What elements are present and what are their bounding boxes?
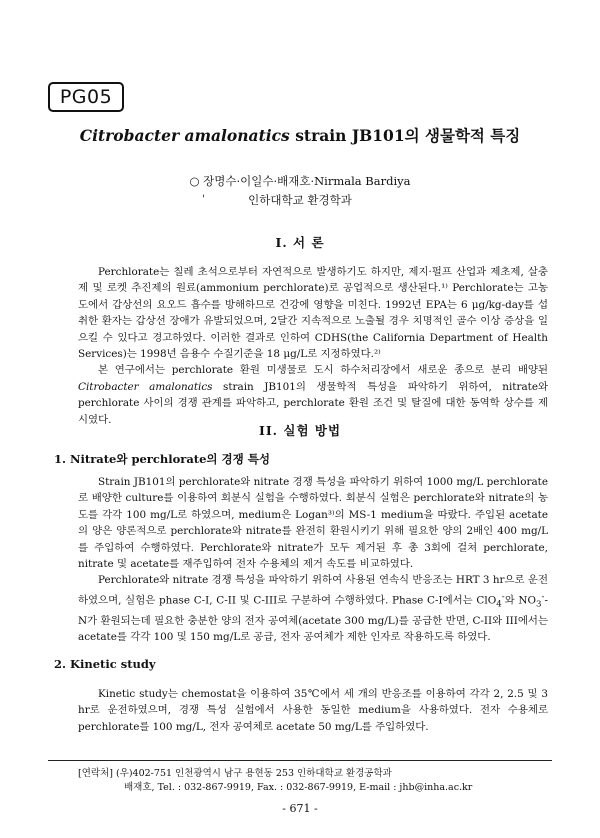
title-rest: strain JB101의 생물학적 특징 bbox=[295, 126, 521, 145]
perchlorate-charge: - bbox=[501, 591, 505, 602]
intro-paragraph-2 bbox=[78, 362, 548, 428]
footer-divider bbox=[48, 760, 552, 761]
nitrate-charge: - bbox=[541, 591, 545, 602]
method-paragraph-1: Strain JB101의 perchlorate와 nitrate 경쟁 특성을 파악하기 위하여 1000 mg/L perchlorate로 배양한 culture를 이용하여 회분식 실험을 수행하였다. 회분식 실험은 perchlorate와 nitrate의 농도를 각각 100 mg/L로 하였으며, medium은 Logan³⁾의 MS-1 medium을 따랐다. 주입된 acetate의 양은 양론적으로 perchlorate와 nitrate를 완전히 환원시키기 위해 필요한 양의 2배인 400 mg/L를 주입하여 수행하였다. Perchlorate와 nitrate가 모두 제거된 후 총 3회에 걸쳐 perchlorate, nitrate 및 acetate를 재주입하여 전자 수용체의 제거 속도를 비교하였다. bbox=[78, 476, 548, 571]
introduction-body bbox=[78, 264, 548, 428]
nitrate-subscript: 3 bbox=[536, 599, 542, 610]
method-p2-text-b: 와 NO bbox=[504, 594, 537, 607]
subsection-heading-competition: 1. Nitrate와 perchlorate의 경쟁 특성 bbox=[54, 452, 270, 466]
paper-title bbox=[0, 124, 600, 146]
intro-p2-species: Citrobacter amalonatics bbox=[78, 380, 213, 393]
method-p2-text-c: -N가 환원되는데 필요한 충분한 양의 전자 공여체(acetate 300 mg/L)를 공급한 반면, C-II와 III에서는 acetate를 각각 100 및 150 mg/L로 공급, 전자 공여체가 제한 인자로 작용하도록 하였다. bbox=[78, 594, 548, 644]
method-p2-text-a: Perchlorate와 nitrate 경쟁 특성을 파악하기 위하여 사용된 연속식 반응조는 HRT 3 hr으로 운전하였으며, 실험은 phase C-I, C-II 및 C-III로 구분하여 수행하였다. Phase C-I에서는 ClO bbox=[78, 574, 548, 607]
method-paragraph-2 bbox=[78, 572, 548, 645]
authors: ○ 장명수·이일수·배재호·Nirmala Bardiya bbox=[189, 174, 411, 188]
session-code-box: PG05 bbox=[48, 82, 124, 112]
subsection-heading-kinetic: 2. Kinetic study bbox=[54, 657, 156, 671]
affiliation-mark: ' bbox=[202, 194, 205, 205]
perchlorate-subscript: 4 bbox=[496, 599, 502, 610]
affiliation: 인하대학교 환경학과 bbox=[248, 193, 352, 207]
page-number: - 671 - bbox=[282, 802, 318, 815]
title-species: Citrobacter amalonatics bbox=[79, 126, 290, 145]
kinetic-paragraph-1: Kinetic study는 chemostat을 이용하여 35℃에서 세 개의 반응조를 이용하여 각각 2, 2.5 및 3 hr로 운전하였으며, 경쟁 특성 실험에서 사용한 동일한 medium을 사용하였다. 전자 수용체로 perchlorate를 100 mg/L, 전자 공여체로 acetate 50 mg/L를 주입하였다. bbox=[78, 688, 548, 733]
contact-details: 배재호, Tel. : 032-867-9919, Fax. : 032-867-9919, E-mail : jhb@inha.ac.kr bbox=[124, 782, 473, 793]
section-heading-introduction: I. 서 론 bbox=[275, 235, 325, 250]
methods-body bbox=[78, 474, 548, 646]
section-heading-methods: II. 실험 방법 bbox=[258, 423, 342, 438]
intro-p2-text-b: strain JB101의 생물학적 특성을 파악하기 위하여, nitrate와 perchlorate 사이의 경쟁 관계를 파악하고, perchlorate 환원 조건 및 탈질에 대한 동역학 상수를 제시였다. bbox=[78, 380, 549, 426]
intro-p2-text-a: 본 연구에서는 perchlorate 환원 미생물로 도시 하수처리장에서 새로운 종으로 분리 배양된 bbox=[98, 364, 548, 377]
kinetic-body bbox=[78, 686, 548, 735]
contact-address: [연락처] (우)402-751 인천광역시 남구 용현동 253 인하대학교 환경공학과 bbox=[78, 768, 392, 779]
intro-paragraph-1: Perchlorate는 칠레 초석으로부터 자연적으로 발생하기도 하지만, 제지·펄프 산업과 제초제, 살충제 및 로켓 추진제의 원료(ammonium perchlorate)로 공업적으로 생산된다.¹⁾ Perchlorate는 고농도에서 갑상선의 요오드 흡수를 방해하므로 건강에 영향을 미친다. 1992년 EPA는 6 μg/kg-day를 섭취한 환자는 갑상선 장애가 유발되었으며, 2달간 지속적으로 노출될 경우 치명적인 골수 이상 증상을 일으킬 수 있다고 경고하였다. 이러한 결과로 인하여 CDHS(the California Department of Health Services)는 1998년 음용수 수질기준을 18 μg/L로 지정하였다.²⁾ bbox=[78, 266, 548, 361]
